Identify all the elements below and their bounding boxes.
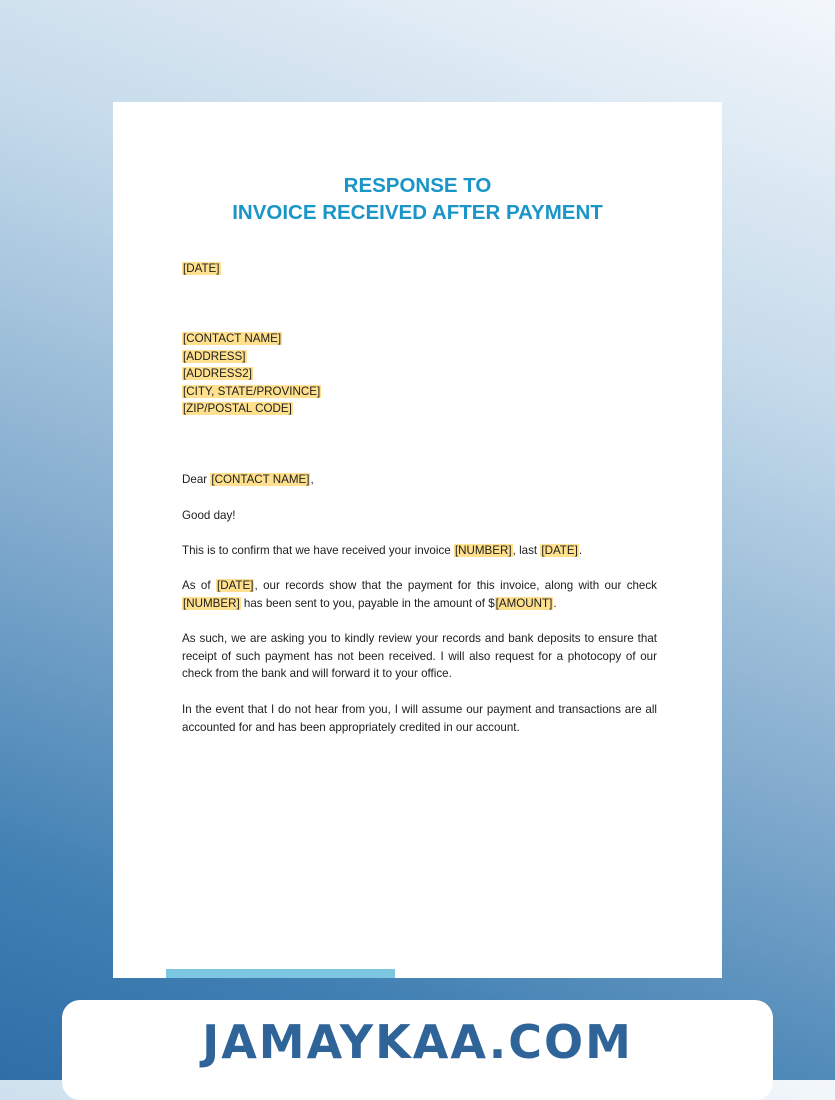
- contact-name-placeholder: [CONTACT NAME]: [183, 332, 282, 345]
- date-placeholder: [DATE]: [183, 262, 220, 275]
- para1-text-1: This is to confirm that we have received your invoice: [182, 544, 454, 557]
- salutation-name-placeholder: [CONTACT NAME]: [211, 473, 310, 486]
- salutation: [182, 471, 657, 489]
- invoice-number-placeholder: [NUMBER]: [454, 544, 512, 557]
- amount-placeholder: [AMOUNT]: [495, 596, 553, 610]
- para2-text-4: .: [553, 596, 557, 610]
- paragraph-closing: In the event that I do not hear from you, I will assume our payment and transactions are all accounted for and has been appropriately credited in our account.: [182, 703, 657, 734]
- title-line-1: RESPONSE TO: [343, 174, 492, 197]
- date-line: [182, 260, 657, 278]
- para2-text-1: As of: [182, 579, 216, 592]
- address-placeholder: [ADDRESS]: [183, 349, 246, 363]
- invoice-date-placeholder: [DATE]: [541, 544, 578, 557]
- document-title: [113, 172, 722, 226]
- para1-text-2: , last: [512, 544, 541, 557]
- title-line-2: INVOICE RECEIVED AFTER PAYMENT: [232, 201, 603, 224]
- accent-bar: [166, 969, 395, 978]
- payment-date-placeholder: [DATE]: [216, 579, 254, 592]
- address2-placeholder: [ADDRESS2]: [183, 367, 252, 381]
- paragraph-review: As such, we are asking you to kindly review your records and bank deposits to ensure that receipt of such payment has not been received. I will also request for a photocopy of our check from the bank and will forward it to your office.: [182, 632, 657, 681]
- para1-text-3: .: [578, 544, 583, 557]
- zip-placeholder: [ZIP/POSTAL CODE]: [183, 402, 292, 416]
- salutation-suffix: ,: [310, 473, 314, 486]
- salutation-prefix: Dear: [182, 473, 211, 486]
- address-block: [182, 330, 657, 418]
- greeting: Good day!: [182, 509, 236, 522]
- city-state-placeholder: [CITY, STATE/PROVINCE]: [183, 384, 321, 398]
- footer-banner: [62, 1000, 773, 1100]
- paragraph-payment: [182, 577, 657, 612]
- para2-text-3: has been sent to you, payable in the amount of $: [240, 596, 495, 610]
- document-page: [113, 102, 722, 978]
- para2-text-2: , our records show that the payment for this invoice, along with our check: [254, 579, 657, 592]
- check-number-placeholder: [NUMBER]: [183, 596, 240, 610]
- brand-logo-text: JAMAYKAA.COM: [202, 1015, 633, 1069]
- paragraph-confirm: [182, 542, 657, 560]
